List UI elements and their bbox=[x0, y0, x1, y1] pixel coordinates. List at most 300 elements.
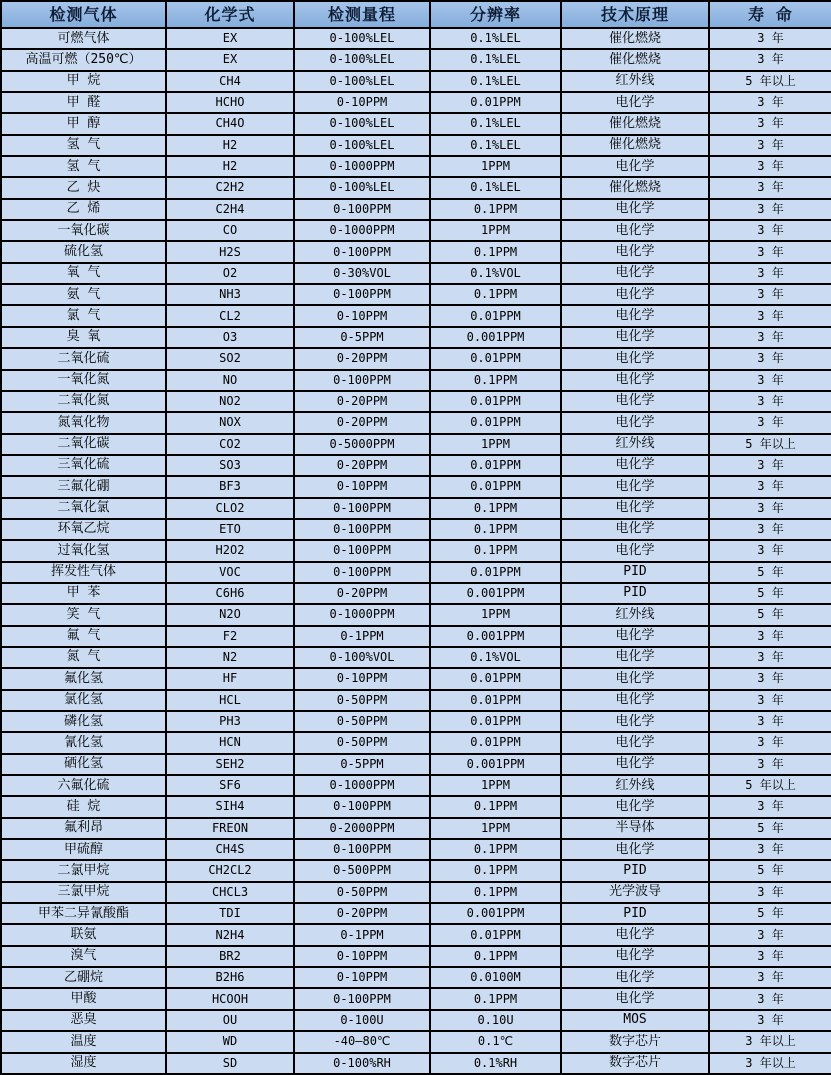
cell-principle: 电化学 bbox=[561, 455, 709, 476]
table-row bbox=[1, 946, 831, 967]
cell-gas: 氨 气 bbox=[1, 284, 166, 305]
table-row bbox=[1, 220, 831, 241]
cell-range: 0-100PPM bbox=[294, 199, 430, 220]
cell-principle: 电化学 bbox=[561, 92, 709, 113]
cell-resolution: 0.1℃ bbox=[430, 1031, 561, 1052]
cell-gas: 甲 烷 bbox=[1, 71, 166, 92]
cell-formula: N2O bbox=[166, 604, 294, 625]
cell-gas: 氢 气 bbox=[1, 156, 166, 177]
table-row bbox=[1, 1010, 831, 1031]
table-row bbox=[1, 284, 831, 305]
cell-lifespan: 5 年以上 bbox=[709, 71, 831, 92]
cell-formula: NO bbox=[166, 370, 294, 391]
cell-range: 0-10PPM bbox=[294, 946, 430, 967]
cell-formula: ETO bbox=[166, 519, 294, 540]
cell-gas: 挥发性气体 bbox=[1, 562, 166, 583]
cell-lifespan: 3 年 bbox=[709, 519, 831, 540]
table-row bbox=[1, 583, 831, 604]
table-row bbox=[1, 754, 831, 775]
cell-principle: 电化学 bbox=[561, 690, 709, 711]
cell-formula: FREON bbox=[166, 818, 294, 839]
cell-range: 0-100PPM bbox=[294, 370, 430, 391]
cell-gas: 乙 烯 bbox=[1, 199, 166, 220]
cell-lifespan: 3 年 bbox=[709, 1010, 831, 1031]
table-row bbox=[1, 28, 831, 49]
cell-formula: C6H6 bbox=[166, 583, 294, 604]
cell-range: 0-50PPM bbox=[294, 732, 430, 753]
cell-gas: 硫化氢 bbox=[1, 241, 166, 262]
cell-gas: 一氧化氮 bbox=[1, 370, 166, 391]
cell-principle: 数字芯片 bbox=[561, 1031, 709, 1052]
cell-formula: HCL bbox=[166, 690, 294, 711]
cell-formula: EX bbox=[166, 28, 294, 49]
table-row bbox=[1, 348, 831, 369]
cell-lifespan: 5 年 bbox=[709, 860, 831, 881]
table-row bbox=[1, 92, 831, 113]
cell-resolution: 0.01PPM bbox=[430, 924, 561, 945]
cell-range: 0-30%VOL bbox=[294, 263, 430, 284]
table-row bbox=[1, 412, 831, 433]
table-row bbox=[1, 476, 831, 497]
cell-resolution: 0.0100M bbox=[430, 967, 561, 988]
cell-gas: 氧 气 bbox=[1, 263, 166, 284]
cell-gas: 三氟化硼 bbox=[1, 476, 166, 497]
cell-principle: 电化学 bbox=[561, 220, 709, 241]
cell-gas: 乙硼烷 bbox=[1, 967, 166, 988]
cell-range: 0-10PPM bbox=[294, 92, 430, 113]
cell-principle: 红外线 bbox=[561, 71, 709, 92]
cell-lifespan: 3 年 bbox=[709, 476, 831, 497]
cell-range: 0-20PPM bbox=[294, 455, 430, 476]
table-row bbox=[1, 882, 831, 903]
table-row bbox=[1, 967, 831, 988]
cell-principle: 催化燃烧 bbox=[561, 28, 709, 49]
cell-resolution: 1PPM bbox=[430, 604, 561, 625]
cell-lifespan: 3 年 bbox=[709, 241, 831, 262]
table-row bbox=[1, 860, 831, 881]
cell-gas: 环氧乙烷 bbox=[1, 519, 166, 540]
table-row bbox=[1, 690, 831, 711]
cell-formula: NOX bbox=[166, 412, 294, 433]
cell-resolution: 1PPM bbox=[430, 156, 561, 177]
cell-gas: 恶臭 bbox=[1, 1010, 166, 1031]
cell-principle: 红外线 bbox=[561, 604, 709, 625]
cell-range: -40—80℃ bbox=[294, 1031, 430, 1052]
cell-principle: 电化学 bbox=[561, 626, 709, 647]
table-header bbox=[1, 1, 831, 28]
cell-lifespan: 3 年 bbox=[709, 882, 831, 903]
table-row bbox=[1, 49, 831, 70]
table-row bbox=[1, 647, 831, 668]
cell-principle: 电化学 bbox=[561, 327, 709, 348]
cell-formula: CH4 bbox=[166, 71, 294, 92]
cell-lifespan: 3 年 bbox=[709, 156, 831, 177]
table-row bbox=[1, 540, 831, 561]
cell-lifespan: 3 年 bbox=[709, 540, 831, 561]
cell-resolution: 0.001PPM bbox=[430, 583, 561, 604]
table-row bbox=[1, 1031, 831, 1052]
cell-resolution: 0.1PPM bbox=[430, 540, 561, 561]
cell-principle: 电化学 bbox=[561, 391, 709, 412]
table-row bbox=[1, 498, 831, 519]
cell-lifespan: 3 年 bbox=[709, 796, 831, 817]
cell-principle: 电化学 bbox=[561, 754, 709, 775]
cell-resolution: 0.1PPM bbox=[430, 199, 561, 220]
cell-resolution: 0.1PPM bbox=[430, 946, 561, 967]
cell-lifespan: 3 年 bbox=[709, 967, 831, 988]
cell-gas: 氟 气 bbox=[1, 626, 166, 647]
cell-principle: 催化燃烧 bbox=[561, 177, 709, 198]
cell-gas: 甲 醛 bbox=[1, 92, 166, 113]
cell-range: 0-1PPM bbox=[294, 924, 430, 945]
cell-principle: 电化学 bbox=[561, 732, 709, 753]
cell-formula: CH2CL2 bbox=[166, 860, 294, 881]
cell-range: 0-5PPM bbox=[294, 327, 430, 348]
table-row bbox=[1, 626, 831, 647]
cell-gas: 二氧化碳 bbox=[1, 434, 166, 455]
cell-range: 0-1000PPM bbox=[294, 156, 430, 177]
cell-gas: 一氧化碳 bbox=[1, 220, 166, 241]
cell-lifespan: 3 年以上 bbox=[709, 1031, 831, 1052]
cell-formula: CHCL3 bbox=[166, 882, 294, 903]
cell-formula: SO2 bbox=[166, 348, 294, 369]
cell-gas: 甲 苯 bbox=[1, 583, 166, 604]
cell-resolution: 0.1%LEL bbox=[430, 49, 561, 70]
cell-range: 0-2000PPM bbox=[294, 818, 430, 839]
table-row bbox=[1, 839, 831, 860]
cell-lifespan: 3 年 bbox=[709, 263, 831, 284]
cell-formula: N2H4 bbox=[166, 924, 294, 945]
table-row bbox=[1, 818, 831, 839]
cell-lifespan: 3 年 bbox=[709, 711, 831, 732]
cell-gas: 氰化氢 bbox=[1, 732, 166, 753]
cell-formula: HCHO bbox=[166, 92, 294, 113]
cell-principle: 催化燃烧 bbox=[561, 135, 709, 156]
cell-principle: 电化学 bbox=[561, 263, 709, 284]
cell-range: 0-20PPM bbox=[294, 903, 430, 924]
cell-resolution: 0.1PPM bbox=[430, 370, 561, 391]
cell-resolution: 0.1%LEL bbox=[430, 113, 561, 134]
cell-resolution: 1PPM bbox=[430, 434, 561, 455]
cell-principle: 催化燃烧 bbox=[561, 113, 709, 134]
cell-range: 0-100U bbox=[294, 1010, 430, 1031]
cell-range: 0-100PPM bbox=[294, 796, 430, 817]
cell-lifespan: 3 年 bbox=[709, 498, 831, 519]
cell-range: 0-50PPM bbox=[294, 690, 430, 711]
cell-gas: 氮氧化物 bbox=[1, 412, 166, 433]
table-row bbox=[1, 434, 831, 455]
cell-range: 0-100PPM bbox=[294, 562, 430, 583]
cell-lifespan: 3 年 bbox=[709, 690, 831, 711]
cell-principle: 电化学 bbox=[561, 839, 709, 860]
cell-gas: 甲 醇 bbox=[1, 113, 166, 134]
cell-gas: 甲苯二异氰酸酯 bbox=[1, 903, 166, 924]
cell-range: 0-10PPM bbox=[294, 668, 430, 689]
cell-formula: EX bbox=[166, 49, 294, 70]
cell-principle: 电化学 bbox=[561, 305, 709, 326]
cell-range: 0-1000PPM bbox=[294, 604, 430, 625]
cell-gas: 三氧化硫 bbox=[1, 455, 166, 476]
cell-gas: 可燃气体 bbox=[1, 28, 166, 49]
cell-resolution: 0.10U bbox=[430, 1010, 561, 1031]
cell-resolution: 1PPM bbox=[430, 818, 561, 839]
cell-formula: H2S bbox=[166, 241, 294, 262]
cell-principle: 电化学 bbox=[561, 924, 709, 945]
cell-range: 0-100PPM bbox=[294, 241, 430, 262]
cell-formula: CO bbox=[166, 220, 294, 241]
cell-range: 0-100%VOL bbox=[294, 647, 430, 668]
cell-lifespan: 3 年 bbox=[709, 839, 831, 860]
cell-gas: 磷化氢 bbox=[1, 711, 166, 732]
cell-lifespan: 5 年 bbox=[709, 903, 831, 924]
table-row bbox=[1, 604, 831, 625]
cell-gas: 三氯甲烷 bbox=[1, 882, 166, 903]
cell-resolution: 0.1PPM bbox=[430, 284, 561, 305]
table-row bbox=[1, 199, 831, 220]
cell-principle: 电化学 bbox=[561, 796, 709, 817]
cell-resolution: 0.01PPM bbox=[430, 412, 561, 433]
cell-gas: 高温可燃（250℃） bbox=[1, 49, 166, 70]
table-row bbox=[1, 156, 831, 177]
table-row bbox=[1, 711, 831, 732]
cell-gas: 氮 气 bbox=[1, 647, 166, 668]
cell-resolution: 0.01PPM bbox=[430, 668, 561, 689]
cell-lifespan: 3 年 bbox=[709, 626, 831, 647]
cell-resolution: 0.1%RH bbox=[430, 1053, 561, 1075]
cell-range: 0-100PPM bbox=[294, 988, 430, 1009]
cell-gas: 臭 氧 bbox=[1, 327, 166, 348]
cell-lifespan: 3 年 bbox=[709, 348, 831, 369]
cell-formula: TDI bbox=[166, 903, 294, 924]
cell-resolution: 0.1%LEL bbox=[430, 28, 561, 49]
cell-resolution: 0.1PPM bbox=[430, 519, 561, 540]
table-row bbox=[1, 370, 831, 391]
table-row bbox=[1, 668, 831, 689]
cell-resolution: 0.01PPM bbox=[430, 732, 561, 753]
cell-resolution: 0.001PPM bbox=[430, 903, 561, 924]
cell-range: 0-20PPM bbox=[294, 348, 430, 369]
cell-gas: 氟利昂 bbox=[1, 818, 166, 839]
cell-principle: 电化学 bbox=[561, 668, 709, 689]
cell-principle: PID bbox=[561, 860, 709, 881]
cell-range: 0-100%RH bbox=[294, 1053, 430, 1075]
cell-principle: 数字芯片 bbox=[561, 1053, 709, 1075]
cell-resolution: 0.1PPM bbox=[430, 241, 561, 262]
cell-resolution: 0.01PPM bbox=[430, 476, 561, 497]
cell-formula: O3 bbox=[166, 327, 294, 348]
cell-formula: N2 bbox=[166, 647, 294, 668]
cell-resolution: 0.01PPM bbox=[430, 711, 561, 732]
cell-lifespan: 3 年 bbox=[709, 135, 831, 156]
cell-formula: WD bbox=[166, 1031, 294, 1052]
cell-range: 0-100PPM bbox=[294, 498, 430, 519]
cell-lifespan: 3 年 bbox=[709, 668, 831, 689]
cell-gas: 温度 bbox=[1, 1031, 166, 1052]
cell-principle: 红外线 bbox=[561, 434, 709, 455]
table-row bbox=[1, 71, 831, 92]
cell-lifespan: 5 年以上 bbox=[709, 775, 831, 796]
cell-range: 0-500PPM bbox=[294, 860, 430, 881]
table-row bbox=[1, 263, 831, 284]
cell-resolution: 0.1%LEL bbox=[430, 71, 561, 92]
column-header-formula: 化学式 bbox=[166, 1, 294, 28]
cell-resolution: 0.1PPM bbox=[430, 882, 561, 903]
cell-principle: PID bbox=[561, 583, 709, 604]
cell-range: 0-1000PPM bbox=[294, 220, 430, 241]
cell-principle: 电化学 bbox=[561, 946, 709, 967]
cell-formula: SF6 bbox=[166, 775, 294, 796]
cell-resolution: 0.1PPM bbox=[430, 860, 561, 881]
column-header-gas: 检测气体 bbox=[1, 1, 166, 28]
cell-formula: SEH2 bbox=[166, 754, 294, 775]
cell-lifespan: 3 年 bbox=[709, 327, 831, 348]
cell-formula: F2 bbox=[166, 626, 294, 647]
cell-resolution: 0.1PPM bbox=[430, 988, 561, 1009]
cell-principle: 催化燃烧 bbox=[561, 49, 709, 70]
cell-range: 0-100%LEL bbox=[294, 49, 430, 70]
cell-lifespan: 3 年 bbox=[709, 391, 831, 412]
cell-lifespan: 3 年 bbox=[709, 49, 831, 70]
table-row bbox=[1, 924, 831, 945]
cell-principle: 电化学 bbox=[561, 370, 709, 391]
cell-principle: 半导体 bbox=[561, 818, 709, 839]
cell-principle: MOS bbox=[561, 1010, 709, 1031]
cell-range: 0-100PPM bbox=[294, 519, 430, 540]
table-row bbox=[1, 775, 831, 796]
cell-gas: 溴气 bbox=[1, 946, 166, 967]
cell-formula: SO3 bbox=[166, 455, 294, 476]
cell-lifespan: 3 年 bbox=[709, 92, 831, 113]
cell-principle: 电化学 bbox=[561, 348, 709, 369]
cell-range: 0-10PPM bbox=[294, 305, 430, 326]
cell-range: 0-20PPM bbox=[294, 391, 430, 412]
cell-gas: 乙 炔 bbox=[1, 177, 166, 198]
cell-formula: C2H2 bbox=[166, 177, 294, 198]
cell-formula: CO2 bbox=[166, 434, 294, 455]
cell-resolution: 0.001PPM bbox=[430, 327, 561, 348]
cell-principle: 电化学 bbox=[561, 540, 709, 561]
column-header-principle: 技术原理 bbox=[561, 1, 709, 28]
cell-range: 0-100PPM bbox=[294, 284, 430, 305]
cell-formula: SIH4 bbox=[166, 796, 294, 817]
cell-formula: VOC bbox=[166, 562, 294, 583]
cell-resolution: 0.01PPM bbox=[430, 690, 561, 711]
cell-gas: 甲硫醇 bbox=[1, 839, 166, 860]
table-row bbox=[1, 1053, 831, 1075]
table-row bbox=[1, 988, 831, 1009]
cell-lifespan: 5 年 bbox=[709, 604, 831, 625]
cell-range: 0-100PPM bbox=[294, 540, 430, 561]
cell-range: 0-50PPM bbox=[294, 882, 430, 903]
cell-lifespan: 3 年 bbox=[709, 370, 831, 391]
cell-range: 0-10PPM bbox=[294, 476, 430, 497]
cell-principle: 红外线 bbox=[561, 775, 709, 796]
cell-resolution: 0.01PPM bbox=[430, 455, 561, 476]
cell-gas: 二氯甲烷 bbox=[1, 860, 166, 881]
cell-formula: HF bbox=[166, 668, 294, 689]
cell-principle: 光学波导 bbox=[561, 882, 709, 903]
cell-range: 0-100%LEL bbox=[294, 177, 430, 198]
cell-lifespan: 3 年 bbox=[709, 647, 831, 668]
cell-gas: 甲酸 bbox=[1, 988, 166, 1009]
cell-lifespan: 3 年以上 bbox=[709, 1053, 831, 1075]
cell-formula: BF3 bbox=[166, 476, 294, 497]
cell-lifespan: 3 年 bbox=[709, 177, 831, 198]
cell-principle: 电化学 bbox=[561, 711, 709, 732]
table-row bbox=[1, 796, 831, 817]
cell-lifespan: 3 年 bbox=[709, 199, 831, 220]
table-row bbox=[1, 455, 831, 476]
cell-range: 0-100%LEL bbox=[294, 135, 430, 156]
cell-gas: 二氧化氮 bbox=[1, 391, 166, 412]
column-header-lifespan: 寿 命 bbox=[709, 1, 831, 28]
cell-range: 0-5PPM bbox=[294, 754, 430, 775]
cell-resolution: 0.1%VOL bbox=[430, 647, 561, 668]
cell-principle: 电化学 bbox=[561, 498, 709, 519]
cell-lifespan: 3 年 bbox=[709, 924, 831, 945]
cell-lifespan: 3 年 bbox=[709, 284, 831, 305]
cell-range: 0-100%LEL bbox=[294, 113, 430, 134]
cell-principle: 电化学 bbox=[561, 284, 709, 305]
cell-range: 0-10PPM bbox=[294, 967, 430, 988]
table-row bbox=[1, 305, 831, 326]
cell-resolution: 1PPM bbox=[430, 775, 561, 796]
cell-gas: 湿度 bbox=[1, 1053, 166, 1075]
cell-lifespan: 5 年 bbox=[709, 583, 831, 604]
table-row bbox=[1, 562, 831, 583]
table-row bbox=[1, 177, 831, 198]
cell-resolution: 0.001PPM bbox=[430, 754, 561, 775]
cell-lifespan: 3 年 bbox=[709, 412, 831, 433]
cell-gas: 二氧化氯 bbox=[1, 498, 166, 519]
cell-formula: CL2 bbox=[166, 305, 294, 326]
cell-gas: 六氟化硫 bbox=[1, 775, 166, 796]
cell-formula: C2H4 bbox=[166, 199, 294, 220]
cell-principle: 电化学 bbox=[561, 967, 709, 988]
cell-lifespan: 3 年 bbox=[709, 946, 831, 967]
cell-principle: 电化学 bbox=[561, 412, 709, 433]
column-header-range: 检测量程 bbox=[294, 1, 430, 28]
cell-formula: HCN bbox=[166, 732, 294, 753]
cell-gas: 氯化氢 bbox=[1, 690, 166, 711]
table-row bbox=[1, 135, 831, 156]
cell-lifespan: 5 年以上 bbox=[709, 434, 831, 455]
cell-lifespan: 3 年 bbox=[709, 455, 831, 476]
cell-resolution: 1PPM bbox=[430, 220, 561, 241]
cell-range: 0-100%LEL bbox=[294, 28, 430, 49]
cell-lifespan: 3 年 bbox=[709, 28, 831, 49]
cell-gas: 氟化氢 bbox=[1, 668, 166, 689]
cell-lifespan: 5 年 bbox=[709, 562, 831, 583]
cell-formula: NO2 bbox=[166, 391, 294, 412]
cell-gas: 过氧化氢 bbox=[1, 540, 166, 561]
table-row bbox=[1, 519, 831, 540]
cell-range: 0-50PPM bbox=[294, 711, 430, 732]
table-row bbox=[1, 732, 831, 753]
cell-gas: 二氧化硫 bbox=[1, 348, 166, 369]
cell-formula: O2 bbox=[166, 263, 294, 284]
cell-lifespan: 3 年 bbox=[709, 113, 831, 134]
cell-gas: 氢 气 bbox=[1, 135, 166, 156]
cell-formula: PH3 bbox=[166, 711, 294, 732]
cell-range: 0-5000PPM bbox=[294, 434, 430, 455]
cell-principle: PID bbox=[561, 903, 709, 924]
table-row bbox=[1, 391, 831, 412]
cell-principle: 电化学 bbox=[561, 199, 709, 220]
cell-formula: H2O2 bbox=[166, 540, 294, 561]
cell-resolution: 0.1PPM bbox=[430, 839, 561, 860]
cell-formula: H2 bbox=[166, 156, 294, 177]
